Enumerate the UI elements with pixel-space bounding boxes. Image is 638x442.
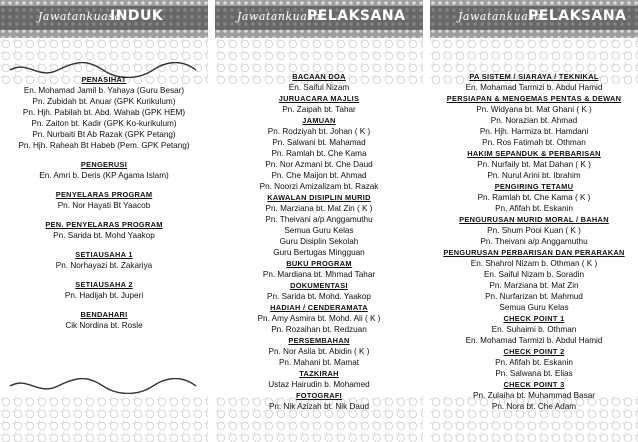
member-name: Pn. Zulaiha bt. Muhammad Basar	[473, 391, 595, 400]
panel-pelaksana-1	[215, 0, 423, 442]
lace-border-bottom	[0, 396, 208, 442]
member-name: Pn. Nurfaily bt. Mat Dahan ( K )	[477, 160, 591, 169]
member-name: Pn. Hjh. Raheah Bt Habeb (Pem. GPK Petang)	[18, 141, 190, 150]
member-name: Pn. Amy Asmira bt. Mohd. Ali ( K )	[257, 314, 381, 323]
section-heading: FOTOGRAFI	[295, 391, 343, 400]
section-heading: PENGURUSAN PERBARISAN DAN PERARAKAN	[443, 248, 625, 257]
section-heading: PENGIRING TETAMU	[494, 182, 574, 191]
member-name: Semua Guru Kelas	[499, 303, 569, 312]
section-heading: PENGERUSI	[80, 160, 128, 169]
header-title: PELAKSANA	[528, 8, 627, 24]
member-name: Pn. Nurbaiti Bt Ab Razak (GPK Petang)	[32, 130, 176, 139]
section-heading: PENASIHAT	[81, 75, 127, 84]
section-heading: JURUACARA MAJLIS	[278, 94, 360, 103]
member-name: Pn. Marziana bt. Mat Zin	[489, 281, 579, 290]
panel-content	[215, 71, 423, 412]
member-name: En. Suhaimi b. Othman	[491, 325, 577, 334]
section-heading: HAKIM SEPANDUK & PERBARISAN	[467, 149, 601, 158]
member-name: Pn. Zaiton bt. Kadir (GPK Ko-kurikulum)	[31, 119, 177, 128]
section-heading: TAZKIRAH	[299, 369, 339, 378]
header-title: PELAKSANA	[307, 8, 406, 24]
section-heading: PENGURUSAN MURID MORAL / BAHAN	[459, 215, 609, 224]
member-name: En. Saiful Nizam	[288, 83, 350, 92]
member-name: Pn. Afifah bt. Eskanin	[495, 204, 573, 213]
member-name: En. Shahrol Nizam b. Othman ( K )	[470, 259, 598, 268]
member-name: Pn. Hjh. Pabilah bt. Abd. Wahab (GPK HEM)	[22, 108, 186, 117]
member-name: Pn. Salwani bt. Mahamad	[272, 138, 366, 147]
section-heading: CHECK POINT 1	[503, 314, 565, 323]
member-name: En. Saiful Nizam b. Soradin	[483, 270, 585, 279]
member-name: Pn. Ramlah bt. Che Kama ( K )	[477, 193, 591, 202]
member-name: Pn. Zaipah bt. Tahar	[282, 105, 356, 114]
member-name: En. Mohamad Tarmizi b. Abdul Hamid	[465, 336, 603, 345]
section-heading: JAMUAN	[302, 116, 336, 125]
panel-induk	[0, 0, 208, 442]
member-name: Guru Disiplin Sekolah	[279, 237, 359, 246]
panel-content	[0, 74, 208, 331]
member-name: Guru Bertugas Mingguan	[273, 248, 365, 257]
section-heading: CHECK POINT 2	[503, 347, 565, 356]
section-heading: PEN. PENYELARAS PROGRAM	[45, 220, 163, 229]
member-name: Pn. Norazian bt. Ahmad	[490, 116, 578, 125]
section-heading: CHECK POINT 3	[503, 380, 565, 389]
member-name: Pn. Zubidah bt. Anuar (GPK Kurikulum)	[32, 97, 176, 106]
section-heading: PA SISTEM / SIARAYA / TEKNIKAL	[469, 72, 599, 81]
spacer	[0, 271, 208, 279]
member-name: Pn. Widyana bt. Mat Ghani ( K )	[476, 105, 592, 114]
section-heading: SETIAUSAHA 1	[75, 250, 133, 259]
member-name: Pn. Mahani bt. Mamat	[278, 358, 360, 367]
section-heading: PERSIAPAN & MENGEMAS PENTAS & DEWAN	[446, 94, 622, 103]
panel-pelaksana-2	[430, 0, 638, 442]
spacer	[0, 181, 208, 189]
member-name: Pn. Hadijah bt. Juperi	[64, 291, 144, 300]
member-name: Pn. Afifah bt. Eskanin	[495, 358, 573, 367]
member-name: Pn. Nor Azmani bt. Che Daud	[265, 160, 373, 169]
section-heading: BENDAHARI	[80, 310, 128, 319]
member-name: Cik Nordina bt. Rosle	[65, 321, 143, 330]
member-name: Pn. Nurfarizan bt. Mahmud	[485, 292, 583, 301]
member-name: Pn. Sarida bt. Mohd. Yaakop	[267, 292, 371, 301]
member-name: Pn. Rozaihan bt. Redzuan	[271, 325, 367, 334]
member-name: Pn. Rodziyah bt. Johan ( K )	[267, 127, 371, 136]
spacer	[0, 301, 208, 309]
section-heading: DOKUMENTASI	[290, 281, 348, 290]
panel-header	[430, 0, 638, 38]
member-name: Pn. Nor Asila bt. Abidin ( K )	[268, 347, 370, 356]
member-name: Pn. Nik Azizah bt. Nik Daud	[268, 402, 370, 411]
member-name: En. Mohamad Jamil b. Yahaya (Guru Besar)	[23, 86, 185, 95]
member-name: Pn. Noorzi Amizalizam bt. Razak	[259, 182, 379, 191]
section-heading: HADIAH / CENDERAMATA	[270, 303, 368, 312]
panel-header	[0, 0, 208, 38]
member-name: Pn. Salwana bt. Elias	[495, 369, 573, 378]
header-script-text: Jawatankuasa	[237, 10, 321, 23]
section-heading: PENYELARAS PROGRAM	[55, 190, 153, 199]
member-name: Pn. Theivani a/p Anggamuthu	[265, 215, 373, 224]
member-name: Semua Guru Kelas	[284, 226, 354, 235]
spacer	[0, 241, 208, 249]
member-name: Pn. Mardiana bt. Mhmad Tahar	[262, 270, 376, 279]
member-name: Pn. Shum Pooi Kuan ( K )	[487, 226, 581, 235]
section-heading: BUKU PROGRAM	[286, 259, 352, 268]
member-name: Pn. Theivani a/p Anggamuthu	[480, 237, 588, 246]
member-name: Ustaz Hairudin b. Mohamed	[268, 380, 370, 389]
member-name: Pn. Che Maijon bt. Ahmad	[271, 171, 367, 180]
section-heading: PERSEMBAHAN	[288, 336, 350, 345]
header-title: INDUK	[110, 8, 164, 24]
header-script-text: Jawatankuasa	[458, 10, 542, 23]
member-name: Pn. Marziana bt. Mat Zin ( K )	[265, 204, 373, 213]
section-heading: BACAAN DOA	[292, 72, 346, 81]
spacer	[0, 151, 208, 159]
member-name: Pn. Nora bt. Che Adam	[491, 402, 577, 411]
member-name: Pn. Nor Hayati Bt Yaacob	[57, 201, 151, 210]
member-name: Pn. Nurul Arini bt. Ibrahim	[487, 171, 581, 180]
member-name: Pn. Hjh. Harmiza bt. Hamdani	[479, 127, 589, 136]
swirl-ornament-bottom	[8, 378, 198, 394]
member-name: Pn. Ros Fatimah bt. Othman	[482, 138, 586, 147]
section-heading: SETIAUSAHA 2	[75, 280, 133, 289]
member-name: Pn. Ramlah bt. Che Kama	[271, 149, 367, 158]
panel-content	[430, 71, 638, 412]
header-script-text: Jawatankuasa	[38, 10, 122, 23]
panel-header	[215, 0, 423, 38]
member-name: En. Mohamad Tarmizi b. Abdul Hamid	[465, 83, 603, 92]
member-name: Pn. Sarida bt. Mohd Yaakop	[53, 231, 155, 240]
member-name: En. Amri b. Deris (KP Agama Islam)	[39, 171, 169, 180]
section-heading: KAWALAN DISIPLIN MURID	[267, 193, 371, 202]
spacer	[0, 211, 208, 219]
member-name: Pn. Norhayazi bt. Zakariya	[55, 261, 153, 270]
